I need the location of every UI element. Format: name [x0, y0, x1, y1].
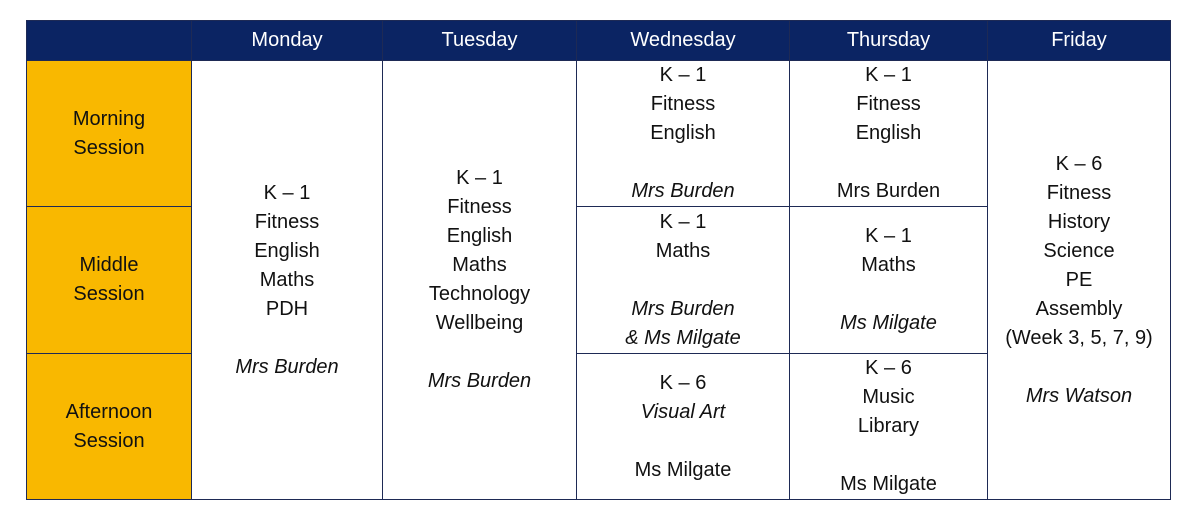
session-label-morning — [27, 61, 192, 207]
day-header-friday: Friday — [988, 21, 1171, 61]
friday-cell — [988, 61, 1171, 500]
session-label-middle — [27, 207, 192, 354]
subject: English — [650, 122, 716, 144]
subject: Maths — [861, 254, 916, 276]
day-header-monday: Monday — [192, 21, 383, 61]
subject: Wellbeing — [435, 312, 524, 334]
session-label-afternoon — [27, 354, 192, 500]
teacher-name: Mrs Burden — [836, 180, 941, 202]
thursday-morning-cell — [790, 61, 988, 207]
group-label: K – 1 — [659, 210, 707, 233]
subject: Maths — [259, 268, 315, 291]
session-label-line: Session — [73, 136, 145, 159]
tuesday-cell — [383, 61, 577, 500]
day-header-thursday: Thursday — [790, 21, 988, 61]
subject: Assembly — [1035, 297, 1123, 320]
subject: English — [855, 122, 922, 144]
subject: Fitness — [447, 196, 512, 218]
group-label: K – 6 — [865, 357, 912, 379]
subject: PDH — [265, 297, 309, 320]
subject: Science — [1043, 239, 1115, 262]
subject: Maths — [655, 239, 711, 262]
subject: English — [254, 239, 320, 262]
subject: Fitness — [856, 93, 921, 115]
group-label: K – 6 — [659, 371, 707, 394]
subject: Maths — [452, 254, 507, 276]
teacher-name: Ms Milgate — [840, 473, 937, 495]
session-label-line: Middle — [79, 254, 139, 276]
day-header-wednesday: Wednesday — [577, 21, 790, 61]
subject: Fitness — [650, 93, 716, 115]
subject: Fitness — [1046, 181, 1112, 204]
day-header-tuesday: Tuesday — [383, 21, 577, 61]
subject-note: (Week 3, 5, 7, 9) — [1005, 326, 1153, 349]
teacher-name: Ms Milgate — [840, 312, 937, 334]
wednesday-middle-cell — [577, 207, 790, 354]
wednesday-afternoon-cell — [577, 354, 790, 500]
subject: Fitness — [254, 210, 320, 233]
subject: Library — [857, 415, 920, 437]
subject: Music — [862, 386, 915, 408]
session-label-line: Session — [73, 283, 145, 305]
session-label-line: Afternoon — [65, 400, 153, 423]
teacher-name: Mrs Watson — [1025, 384, 1133, 407]
teacher-name: Mrs Burden — [235, 355, 339, 378]
group-label: K – 1 — [659, 64, 707, 86]
group-label: K – 6 — [1055, 152, 1103, 175]
teacher-name: Ms Milgate — [634, 458, 732, 481]
session-label-line: Session — [73, 429, 145, 452]
session-label-line: Morning — [72, 107, 146, 130]
teacher-name: Mrs Burden — [631, 297, 735, 320]
teacher-name: Mrs Burden — [427, 370, 532, 392]
subject: PE — [1065, 268, 1093, 291]
subject: Visual Art — [640, 400, 726, 423]
group-label: K – 1 — [263, 181, 311, 204]
thursday-middle-cell — [790, 207, 988, 354]
teacher-name: & Ms Milgate — [625, 326, 741, 349]
subject: History — [1047, 210, 1111, 233]
teacher-name: Mrs Burden — [631, 180, 735, 202]
group-label: K – 1 — [865, 225, 912, 247]
group-label: K – 1 — [456, 167, 503, 189]
wednesday-morning-cell — [577, 61, 790, 207]
morning-row — [27, 61, 1171, 207]
header-row — [27, 21, 1171, 61]
subject: Technology — [428, 283, 531, 305]
timetable — [26, 20, 1171, 500]
group-label: K – 1 — [865, 64, 912, 86]
thursday-afternoon-cell — [790, 354, 988, 500]
subject: English — [446, 225, 513, 247]
header-corner — [27, 21, 192, 61]
monday-cell — [192, 61, 383, 500]
